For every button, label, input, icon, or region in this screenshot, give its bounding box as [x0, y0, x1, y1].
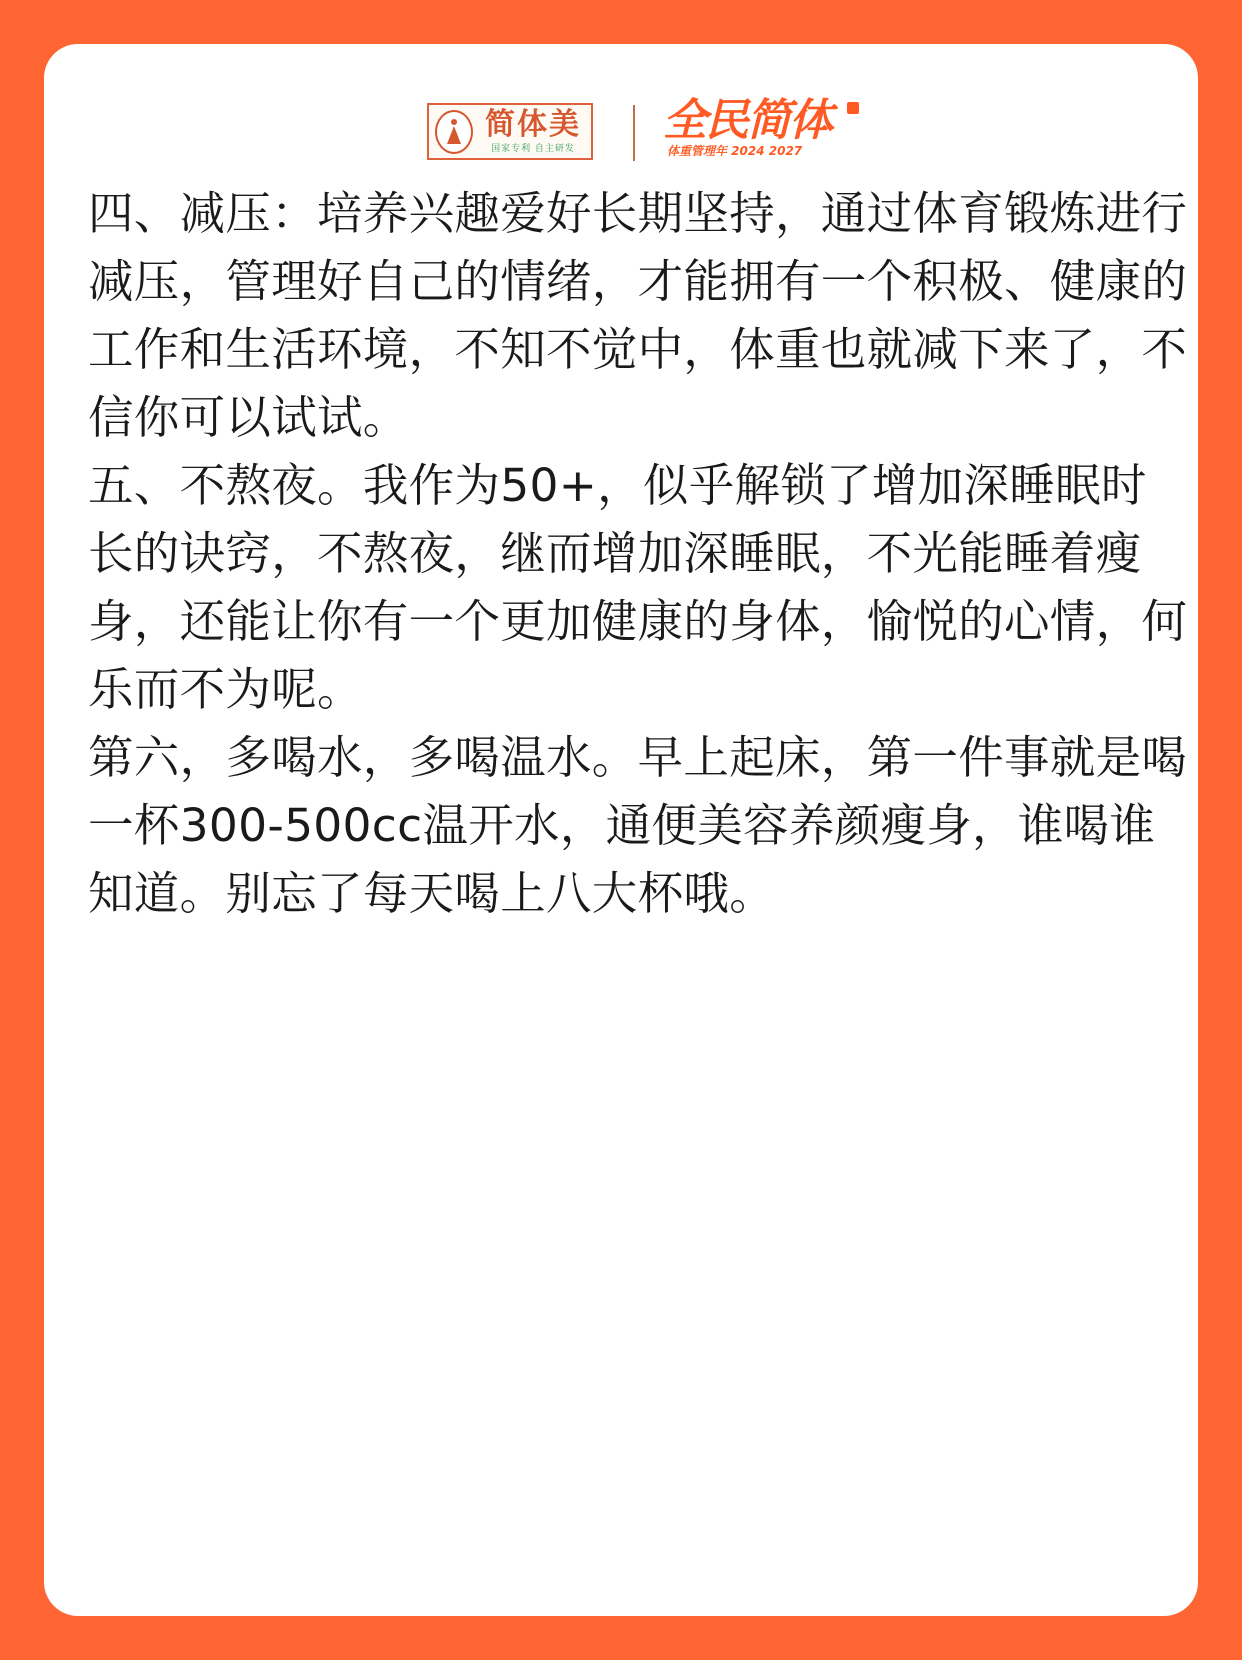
campaign-badge-icon: [847, 102, 859, 114]
campaign-subtitle: 体重管理年 2024 2027: [667, 144, 803, 158]
header: [44, 74, 1198, 158]
jiantimei-logo: [427, 103, 593, 160]
content-card: [44, 44, 1198, 1616]
header-divider: [633, 105, 635, 161]
paragraph-drink-water: 第六，多喝水，多喝温水。早上起床，第一件事就是喝一杯300-500cc温开水，通便美容养颜瘦身，谁喝谁知道。别忘了每天喝上八大杯哦。: [88, 731, 1188, 920]
paragraph-stress-relief: 四、减压：培养兴趣爱好长期坚持，通过体育锻炼进行减压，管理好自己的情绪，才能拥有一个积极、健康的工作和生活环境，不知不觉中，体重也就减下来了，不信你可以试试。: [88, 187, 1188, 444]
quanmin-jianti-logo: [661, 95, 861, 162]
dress-figure-icon: [435, 110, 473, 154]
brand-slogan: 国家专利 自主研发: [491, 144, 575, 154]
brand-name: 简体美: [485, 107, 581, 142]
paragraph-no-late-nights: 五、不熬夜。我作为50+，似乎解锁了增加深睡眠时长的诀窍，不熬夜，继而增加深睡眠，不光能睡着瘦身，还能让你有一个更加健康的身体，愉悦的心情，何乐而不为呢。: [88, 459, 1188, 716]
article-body: [88, 180, 1188, 928]
campaign-title: 全民简体: [663, 95, 831, 146]
